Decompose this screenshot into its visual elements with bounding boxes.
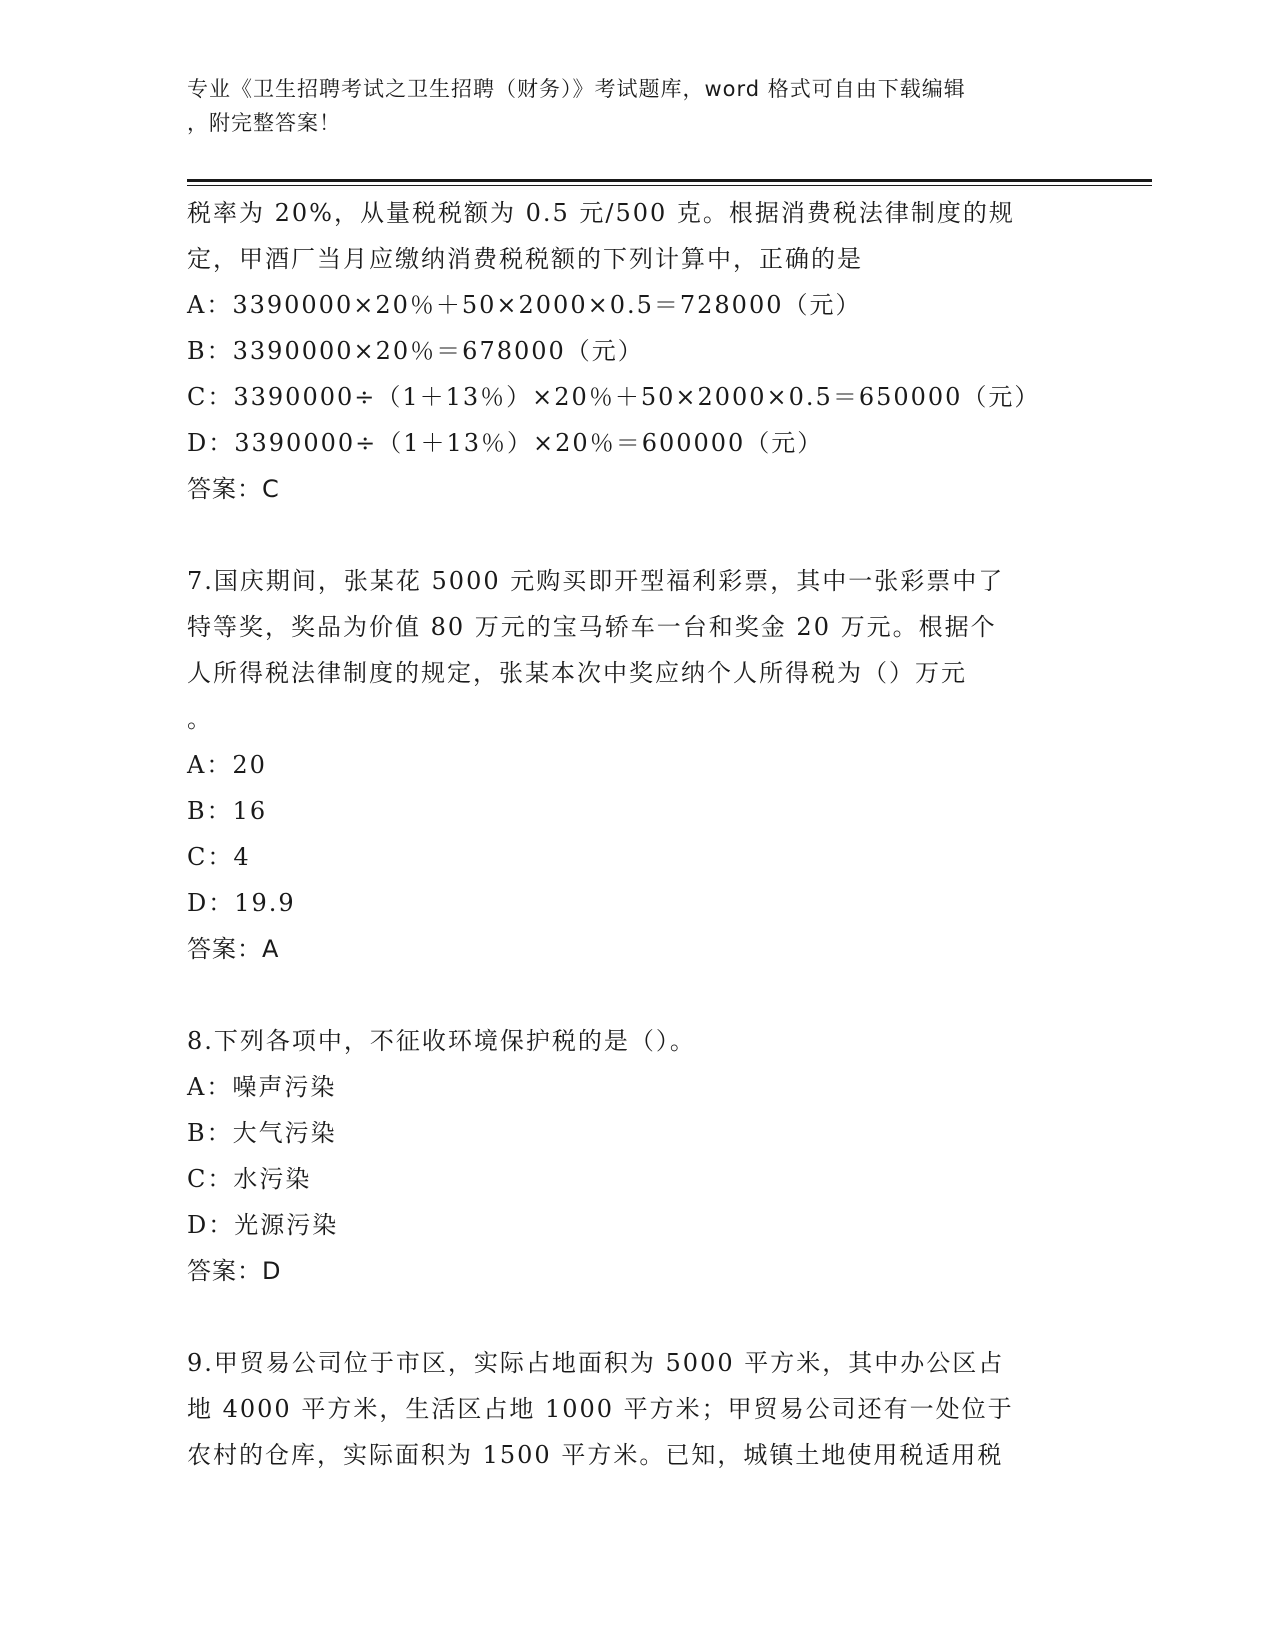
spacer: [187, 972, 1077, 1018]
question-stem-line: 。: [187, 705, 213, 733]
answer-line: 答案：A: [187, 935, 280, 963]
question-9: [187, 1340, 1077, 1478]
question-stem-line: 定，甲酒厂当月应缴纳消费税税额的下列计算中，正确的是: [187, 245, 863, 273]
header-line-2: ，附完整答案！: [187, 111, 341, 135]
spacer: [187, 1294, 1077, 1340]
question-6: [187, 190, 1077, 512]
answer-line: 答案：D: [187, 1257, 282, 1285]
question-stem-line: 7.国庆期间，张某花 5000 元购买即开型福利彩票，其中一张彩票中了: [187, 567, 1005, 595]
question-stem-line: 税率为 20%，从量税税额为 0.5 元/500 克。根据消费税法律制度的规: [187, 199, 1015, 227]
header-line-1: 专业《卫生招聘考试之卫生招聘（财务）》考试题库，word 格式可自由下载编辑: [187, 77, 966, 101]
question-stem-line: 特等奖，奖品为价值 80 万元的宝马轿车一台和奖金 20 万元。根据个: [187, 613, 997, 641]
spacer: [187, 512, 1077, 558]
question-content: [187, 190, 1077, 1478]
header-divider-thin: [187, 185, 1152, 186]
option-d: D：19.9: [187, 889, 296, 917]
question-8: [187, 1018, 1077, 1294]
option-d: D：光源污染: [187, 1211, 339, 1239]
document-header: [187, 72, 1067, 140]
question-stem-line: 人所得税法律制度的规定，张某本次中奖应纳个人所得税为（）万元: [187, 659, 967, 687]
question-7: [187, 558, 1077, 972]
option-a: A：20: [187, 751, 267, 779]
option-a: A：噪声污染: [187, 1073, 337, 1101]
question-stem-line: 地 4000 平方米，生活区占地 1000 平方米；甲贸易公司还有一处位于: [187, 1395, 1014, 1423]
option-d: D：3390000÷（1＋13％）×20％＝600000（元）: [187, 429, 824, 457]
header-divider-thick: [187, 179, 1152, 182]
question-stem-line: 农村的仓库，实际面积为 1500 平方米。已知，城镇土地使用税适用税: [187, 1441, 1004, 1469]
option-c: C：4: [187, 843, 251, 871]
option-a: A：3390000×20％＋50×2000×0.5＝728000（元）: [187, 291, 862, 319]
question-stem-line: 8.下列各项中，不征收环境保护税的是（）。: [187, 1027, 696, 1055]
option-c: C：3390000÷（1＋13％）×20％＋50×2000×0.5＝650000（元）: [187, 383, 1041, 411]
option-b: B：16: [187, 797, 268, 825]
option-c: C：水污染: [187, 1165, 312, 1193]
question-stem-line: 9.甲贸易公司位于市区，实际占地面积为 5000 平方米，其中办公区占: [187, 1349, 1005, 1377]
option-b: B：大气污染: [187, 1119, 337, 1147]
answer-line: 答案：C: [187, 475, 280, 503]
option-b: B：3390000×20％＝678000（元）: [187, 337, 644, 365]
